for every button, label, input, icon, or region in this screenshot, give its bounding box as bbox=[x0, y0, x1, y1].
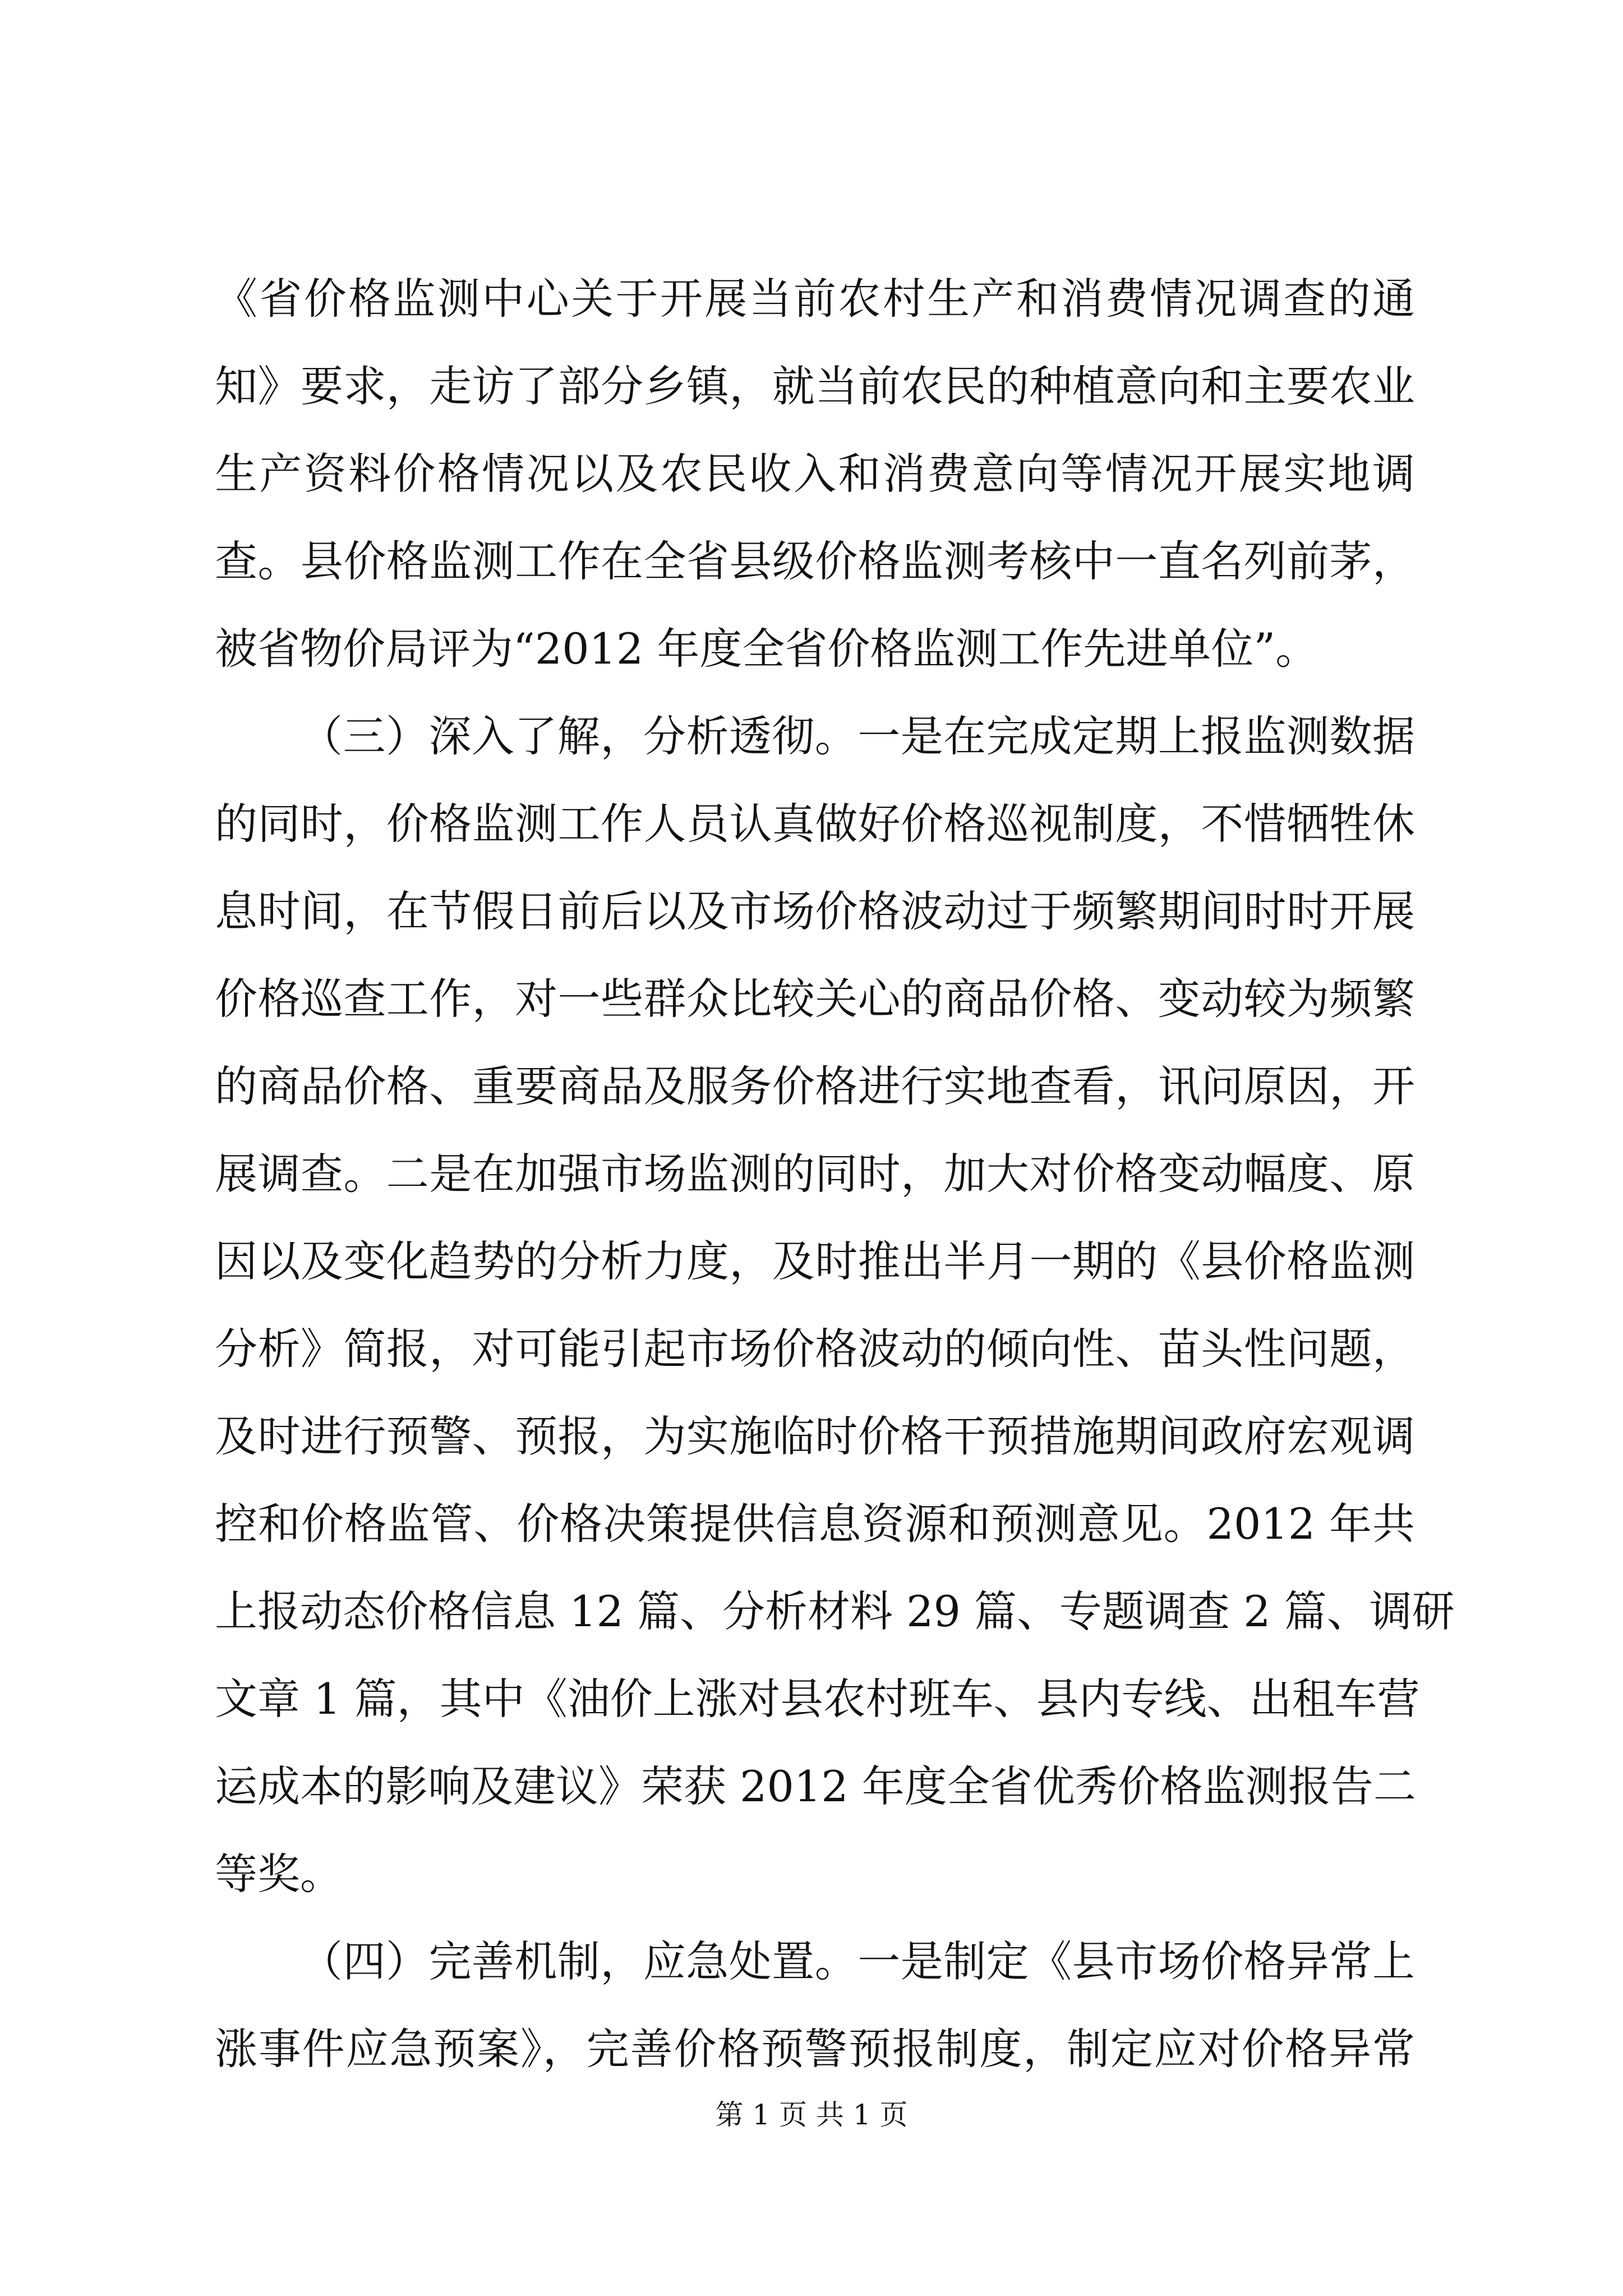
text-line: 生产资料价格情况以及农民收入和消费意向等情况开展实地调 bbox=[215, 449, 1415, 499]
page-number-footer: 第 1 页 共 1 页 bbox=[715, 2099, 908, 2131]
text-line: 息时间，在节假日前后以及市场价格波动过于频繁期间时时开展 bbox=[215, 886, 1415, 936]
text-line: 的同时，价格监测工作人员认真做好价格巡视制度，不惜牺牲休 bbox=[215, 799, 1415, 849]
text-line: 因以及变化趋势的分析力度，及时推出半月一期的《县价格监测 bbox=[215, 1236, 1415, 1286]
text-line: 展调查。二是在加强市场监测的同时，加大对价格变动幅度、原 bbox=[215, 1149, 1415, 1199]
text-line: 的商品价格、重要商品及服务价格进行实地查看，讯问原因，开 bbox=[215, 1061, 1415, 1111]
text-line: 分析》简报，对可能引起市场价格波动的倾向性、苗头性问题， bbox=[215, 1324, 1415, 1374]
text-line: 等奖。 bbox=[215, 1849, 343, 1899]
paragraph-heading-line: （四）完善机制，应急处置。一是制定《县市场价格异常上 bbox=[300, 1936, 1415, 1986]
text-line: 《省价格监测中心关于开展当前农村生产和消费情况调查的通 bbox=[215, 274, 1415, 324]
text-line: 运成本的影响及建议》荣获 2012 年度全省优秀价格监测报告二 bbox=[215, 1761, 1416, 1811]
text-line: 及时进行预警、预报，为实施临时价格干预措施期间政府宏观调 bbox=[215, 1411, 1415, 1461]
text-line: 文章 1 篇，其中《油价上涨对县农村班车、县内专线、出租车营 bbox=[215, 1674, 1420, 1724]
text-line: 上报动态价格信息 12 篇、分析材料 29 篇、专题调查 2 篇、调研 bbox=[215, 1586, 1455, 1636]
text-line: 涨事件应急预案》，完善价格预警预报制度，制定应对价格异常 bbox=[215, 2024, 1415, 2074]
text-line: 查。县价格监测工作在全省县级价格监测考核中一直名列前茅， bbox=[215, 536, 1415, 586]
text-line: 知》要求，走访了部分乡镇，就当前农民的种植意向和主要农业 bbox=[215, 361, 1415, 411]
text-line: 价格巡查工作，对一些群众比较关心的商品价格、变动较为频繁 bbox=[215, 974, 1415, 1024]
text-line: 被省物价局评为“2012 年度全省价格监测工作先进单位”。 bbox=[215, 624, 1318, 674]
text-line: 控和价格监管、价格决策提供信息资源和预测意见。2012 年共 bbox=[215, 1499, 1415, 1549]
body-text bbox=[215, 255, 1455, 2093]
paragraph-heading-line: （三）深入了解，分析透彻。一是在完成定期上报监测数据 bbox=[300, 711, 1415, 761]
